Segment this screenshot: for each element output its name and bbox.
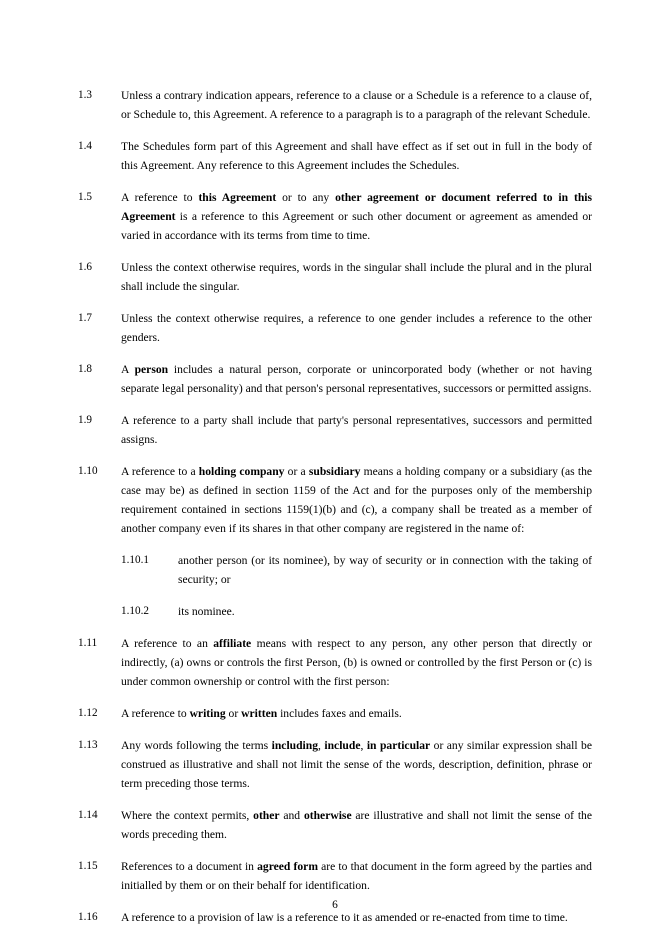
clause [78,411,592,449]
defined-term: other agreement or document referred to in this Agreement [121,191,592,223]
clause [78,360,592,398]
clause-text [121,86,592,124]
clause-number: 1.11 [78,637,98,649]
clause [78,857,592,895]
clause [78,188,592,245]
text-run: Unless the context otherwise requires, words in the singular shall include the plural and in the plural shall include the singular. [121,261,592,293]
defined-term: writing [189,707,226,720]
clause-number: 1.9 [78,414,92,426]
clause [78,704,592,723]
clause-number: 1.13 [78,739,98,751]
clause-list [78,86,592,927]
clause [78,736,592,793]
clause [78,462,592,538]
text-run: A reference to a provision of law is a reference to it as amended or re-enacted from time to time. [121,911,568,924]
clause-text [121,462,592,538]
defined-term: including [271,739,319,752]
clause-number: 1.4 [78,140,92,152]
clause [78,309,592,347]
page-number: 6 [332,899,338,911]
defined-term: subsidiary [308,465,361,478]
clause-number: 1.12 [78,707,98,719]
clause-number: 1.8 [78,363,92,375]
text-run: includes a natural person, corporate or unincorporated body (whether or not having separate legal personality) and that person's personal representatives, successors or permitted assigns. [121,363,592,395]
clause-number: 1.10.1 [121,554,149,566]
defined-term: person [134,363,169,376]
defined-term: include [324,739,361,752]
clause-number: 1.10 [78,465,98,477]
sub-clause [121,602,592,621]
clause [78,86,592,124]
defined-term: other [253,809,280,822]
defined-term: holding company [198,465,285,478]
clause-text [121,736,592,793]
text-run: are illustrative and shall not limit the sense of the words preceding them. [121,809,592,841]
text-run: A [121,363,135,376]
text-run: or to any [276,191,336,204]
text-run: is a reference to this Agreement or such other document or agreement as amended or varied in accordance with its terms from time to time. [121,210,592,242]
clause-text [121,857,592,895]
text-run: Unless the context otherwise requires, a reference to one gender includes a reference to the other genders. [121,312,592,344]
text-run: , [318,739,325,752]
clause-number: 1.16 [78,911,98,923]
defined-term: in particular [366,739,431,752]
text-run: A reference to [121,707,190,720]
text-run: Unless a contrary indication appears, reference to a clause or a Schedule is a reference to a clause of, or Schedule to, this Agreement. A reference to a paragraph is to a paragraph of the relevant Schedule. [121,89,592,121]
clause-number: 1.3 [78,89,92,101]
text-run: or any similar expression shall be construed as illustrative and shall not limit the sense of the words, description, definition, phrase or term preceding those terms. [121,739,592,790]
text-run: means with respect to any person, any other person that directly or indirectly, (a) owns or controls the first Person, (b) is owned or controlled by the first Person or (c) is under common ownership or control with the first person: [121,637,592,688]
clause-text [121,188,592,245]
defined-term: affiliate [213,637,252,650]
text-run: its nominee. [178,605,235,618]
clause-number: 1.6 [78,261,92,273]
sub-clause [121,551,592,589]
clause [78,258,592,296]
text-run: or [225,707,242,720]
text-run: and [279,809,304,822]
clause-text [121,411,592,449]
clause-text [178,602,592,621]
text-run: includes faxes and emails. [277,707,402,720]
clause [78,634,592,691]
clause-number: 1.15 [78,860,98,872]
clause-text [121,360,592,398]
clause-number: 1.5 [78,191,92,203]
clause-text [121,634,592,691]
text-run: References to a document in [121,860,258,873]
text-run: another person (or its nominee), by way of security or in connection with the taking of security; or [178,554,592,586]
text-run: A reference to [121,191,199,204]
clause-text [178,551,592,589]
defined-term: this Agreement [198,191,277,204]
text-run: are to that document in the form agreed by the parties and initialled by them or on their behalf for identification. [121,860,592,892]
text-run: A reference to a [121,465,199,478]
text-run: , [360,739,367,752]
clause [78,806,592,844]
text-run: means a holding company or a subsidiary (as the case may be) as defined in section 1159 of the Act and for the purposes only of the membership requirement contained in sections 1159(1)(b) and (c), a company shall be treated as a member of another company even if its shares in that other company are registered in the name of: [121,465,593,535]
clause-number: 1.14 [78,809,98,821]
defined-term: written [241,707,278,720]
defined-term: agreed form [257,860,318,873]
clause [78,137,592,175]
clause-text [121,704,592,723]
clause-text [121,137,592,175]
text-run: or a [284,465,309,478]
defined-term: otherwise [303,809,352,822]
text-run: A reference to an [121,637,214,650]
text-run: A reference to a party shall include that party's personal representatives, successors and permitted assigns. [121,414,592,446]
clause-text [121,806,592,844]
text-run: Where the context permits, [121,809,254,822]
clause-text [121,309,592,347]
text-run: The Schedules form part of this Agreement and shall have effect as if set out in full in the body of this Agreement. Any reference to this Agreement includes the Schedules. [121,140,592,172]
clause-text [121,258,592,296]
text-run: Any words following the terms [121,739,272,752]
clause-number: 1.7 [78,312,92,324]
clause-number: 1.10.2 [121,605,149,617]
